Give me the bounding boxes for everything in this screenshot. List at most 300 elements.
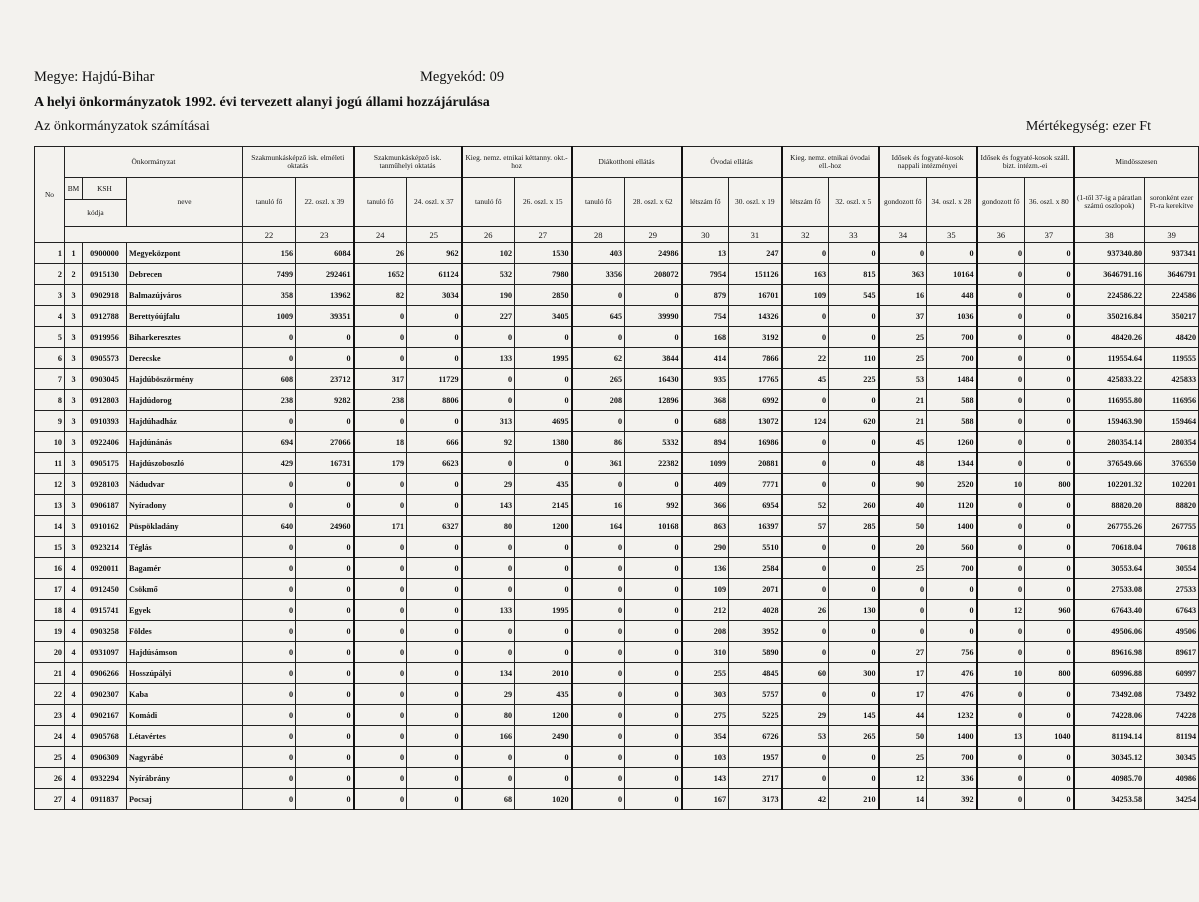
value-cell-col-29: 992 (625, 495, 682, 516)
value-cell-col-24: 26 (354, 243, 407, 264)
municipality-name-cell: Nyírábrány (127, 768, 243, 789)
col-number-29: 29 (625, 227, 682, 243)
value-cell-col-25: 0 (407, 495, 462, 516)
value-cell-col-31: 3952 (729, 621, 782, 642)
value-cell-col-30: 168 (682, 327, 729, 348)
value-cell-col-24: 0 (354, 600, 407, 621)
value-cell-col-38: 60996.88 (1074, 663, 1145, 684)
value-cell-col-30: 354 (682, 726, 729, 747)
value-cell-col-32: 0 (782, 768, 829, 789)
value-cell-col-26: 0 (462, 453, 515, 474)
value-cell-col-32: 0 (782, 537, 829, 558)
value-cell-col-27: 435 (515, 474, 572, 495)
table-row (35, 600, 1199, 621)
value-cell-col-32: 42 (782, 789, 829, 810)
subhead-38: (1-től 37-ig a páratlan számú oszlopok) (1074, 178, 1145, 227)
value-cell-col-37: 0 (1025, 621, 1074, 642)
value-cell-col-33: 0 (829, 243, 879, 264)
value-cell-col-27: 2010 (515, 663, 572, 684)
col-number-32: 32 (782, 227, 829, 243)
value-cell-col-24: 0 (354, 411, 407, 432)
value-cell-col-25: 0 (407, 579, 462, 600)
value-cell-col-34: 21 (879, 411, 927, 432)
subhead-34: gondozott fő (879, 178, 927, 227)
value-cell-col-24: 0 (354, 789, 407, 810)
value-cell-col-31: 2071 (729, 579, 782, 600)
table-row (35, 411, 1199, 432)
municipality-name-cell: Bagamér (127, 558, 243, 579)
value-cell-col-37: 0 (1025, 558, 1074, 579)
value-cell-col-31: 3173 (729, 789, 782, 810)
value-cell-col-31: 16397 (729, 516, 782, 537)
row-number-cell: 18 (35, 600, 65, 621)
municipality-name-cell: Hajdúdorog (127, 390, 243, 411)
col-number-28: 28 (572, 227, 625, 243)
col-number-24: 24 (354, 227, 407, 243)
subhead-22: tanuló fő (243, 178, 296, 227)
value-cell-col-24: 0 (354, 579, 407, 600)
value-cell-col-24: 82 (354, 285, 407, 306)
value-cell-col-33: 0 (829, 474, 879, 495)
value-cell-col-38: 74228.06 (1074, 705, 1145, 726)
bm-cell: 3 (65, 516, 83, 537)
value-cell-col-31: 3192 (729, 327, 782, 348)
value-cell-col-26: 29 (462, 474, 515, 495)
value-cell-col-38: 48420.26 (1074, 327, 1145, 348)
value-cell-col-25: 0 (407, 789, 462, 810)
value-cell-col-24: 0 (354, 768, 407, 789)
value-cell-col-23: 0 (296, 537, 354, 558)
ksh-cell: 0906266 (83, 663, 127, 684)
subhead-27: 26. oszl. x 15 (515, 178, 572, 227)
row-number-cell: 25 (35, 747, 65, 768)
row-number-cell: 10 (35, 432, 65, 453)
value-cell-col-30: 109 (682, 579, 729, 600)
municipality-name-cell: Létavértes (127, 726, 243, 747)
value-cell-col-33: 0 (829, 537, 879, 558)
value-cell-col-35: 700 (927, 327, 977, 348)
value-cell-col-30: 303 (682, 684, 729, 705)
table-row (35, 495, 1199, 516)
value-cell-col-25: 8806 (407, 390, 462, 411)
municipality-name-cell: Hajdúböszörmény (127, 369, 243, 390)
value-cell-col-27: 0 (515, 747, 572, 768)
value-cell-col-25: 0 (407, 663, 462, 684)
value-cell-col-32: 0 (782, 684, 829, 705)
value-cell-col-35: 476 (927, 684, 977, 705)
value-cell-col-30: 879 (682, 285, 729, 306)
value-cell-col-36: 0 (977, 348, 1025, 369)
value-cell-col-28: 0 (572, 789, 625, 810)
value-cell-col-33: 620 (829, 411, 879, 432)
bm-cell: 3 (65, 348, 83, 369)
value-cell-col-28: 265 (572, 369, 625, 390)
value-cell-col-22: 358 (243, 285, 296, 306)
subhead-36: gondozott fő (977, 178, 1025, 227)
value-cell-col-30: 935 (682, 369, 729, 390)
table-row (35, 474, 1199, 495)
value-cell-col-39: 60997 (1145, 663, 1199, 684)
row-number-cell: 23 (35, 705, 65, 726)
value-cell-col-39: 119555 (1145, 348, 1199, 369)
value-cell-col-37: 0 (1025, 684, 1074, 705)
kodja-header: kódja (65, 200, 127, 227)
bm-cell: 4 (65, 621, 83, 642)
value-cell-col-28: 0 (572, 558, 625, 579)
value-cell-col-34: 12 (879, 768, 927, 789)
row-number-cell: 21 (35, 663, 65, 684)
value-cell-col-25: 0 (407, 747, 462, 768)
value-cell-col-33: 0 (829, 684, 879, 705)
value-cell-col-24: 238 (354, 390, 407, 411)
value-cell-col-34: 0 (879, 243, 927, 264)
value-cell-col-22: 0 (243, 579, 296, 600)
unit-label: Mértékegység: ezer Ft (1025, 119, 1151, 134)
value-cell-col-36: 12 (977, 600, 1025, 621)
value-cell-col-25: 0 (407, 348, 462, 369)
table-row (35, 327, 1199, 348)
row-number-cell: 13 (35, 495, 65, 516)
table-row (35, 537, 1199, 558)
value-cell-col-23: 9282 (296, 390, 354, 411)
municipality-name-cell: Hajdúnánás (127, 432, 243, 453)
ksh-cell: 0902918 (83, 285, 127, 306)
value-cell-col-24: 0 (354, 327, 407, 348)
value-cell-col-34: 363 (879, 264, 927, 285)
value-cell-col-22: 0 (243, 621, 296, 642)
value-cell-col-25: 0 (407, 768, 462, 789)
value-cell-col-22: 0 (243, 600, 296, 621)
value-cell-col-35: 1400 (927, 726, 977, 747)
municipality-name-cell: Hajdúszoboszló (127, 453, 243, 474)
value-cell-col-32: 0 (782, 327, 829, 348)
value-cell-col-25: 0 (407, 600, 462, 621)
value-cell-col-39: 88820 (1145, 495, 1199, 516)
value-cell-col-34: 45 (879, 432, 927, 453)
ksh-cell: 0902307 (83, 684, 127, 705)
value-cell-col-35: 0 (927, 621, 977, 642)
value-cell-col-38: 159463.90 (1074, 411, 1145, 432)
municipality-name-cell: Nagyrábé (127, 747, 243, 768)
value-cell-col-25: 962 (407, 243, 462, 264)
table-row (35, 558, 1199, 579)
value-cell-col-36: 0 (977, 243, 1025, 264)
ksh-cell: 0920011 (83, 558, 127, 579)
col-number-39: 39 (1145, 227, 1199, 243)
municipality-name-cell: Biharkeresztes (127, 327, 243, 348)
value-cell-col-34: 50 (879, 516, 927, 537)
value-cell-col-39: 376550 (1145, 453, 1199, 474)
value-cell-col-27: 1200 (515, 705, 572, 726)
value-cell-col-35: 588 (927, 411, 977, 432)
value-cell-col-24: 0 (354, 621, 407, 642)
value-cell-col-25: 6327 (407, 516, 462, 537)
value-cell-col-29: 0 (625, 558, 682, 579)
value-cell-col-29: 12896 (625, 390, 682, 411)
row-number-cell: 4 (35, 306, 65, 327)
value-cell-col-28: 16 (572, 495, 625, 516)
value-cell-col-31: 1957 (729, 747, 782, 768)
row-number-cell: 17 (35, 579, 65, 600)
value-cell-col-30: 13 (682, 243, 729, 264)
bm-cell: 3 (65, 327, 83, 348)
municipality-name-cell: Hosszúpályi (127, 663, 243, 684)
value-cell-col-30: 366 (682, 495, 729, 516)
value-cell-col-22: 0 (243, 558, 296, 579)
value-cell-col-26: 190 (462, 285, 515, 306)
bm-cell: 4 (65, 642, 83, 663)
value-cell-col-39: 27533 (1145, 579, 1199, 600)
value-cell-col-37: 0 (1025, 768, 1074, 789)
col-number-38: 38 (1074, 227, 1145, 243)
value-cell-col-25: 0 (407, 684, 462, 705)
value-cell-col-33: 210 (829, 789, 879, 810)
row-number-cell: 7 (35, 369, 65, 390)
value-cell-col-22: 0 (243, 642, 296, 663)
bm-cell: 1 (65, 243, 83, 264)
value-cell-col-30: 208 (682, 621, 729, 642)
value-cell-col-34: 25 (879, 348, 927, 369)
value-cell-col-24: 0 (354, 705, 407, 726)
value-cell-col-37: 0 (1025, 285, 1074, 306)
value-cell-col-23: 0 (296, 327, 354, 348)
value-cell-col-24: 0 (354, 726, 407, 747)
value-cell-col-35: 700 (927, 747, 977, 768)
table-row (35, 516, 1199, 537)
value-cell-col-37: 0 (1025, 348, 1074, 369)
value-cell-col-30: 368 (682, 390, 729, 411)
value-cell-col-37: 0 (1025, 705, 1074, 726)
value-cell-col-30: 310 (682, 642, 729, 663)
value-cell-col-25: 11729 (407, 369, 462, 390)
value-cell-col-32: 45 (782, 369, 829, 390)
value-cell-col-31: 6992 (729, 390, 782, 411)
value-cell-col-34: 17 (879, 684, 927, 705)
value-cell-col-39: 40986 (1145, 768, 1199, 789)
subhead-23: 22. oszl. x 39 (296, 178, 354, 227)
value-cell-col-35: 0 (927, 579, 977, 600)
value-cell-col-27: 0 (515, 768, 572, 789)
table-row (35, 264, 1199, 285)
value-cell-col-33: 0 (829, 327, 879, 348)
col-number-37: 37 (1025, 227, 1074, 243)
value-cell-col-39: 267755 (1145, 516, 1199, 537)
value-cell-col-34: 27 (879, 642, 927, 663)
value-cell-col-38: 376549.66 (1074, 453, 1145, 474)
col-number-35: 35 (927, 227, 977, 243)
value-cell-col-33: 260 (829, 495, 879, 516)
municipality-name-cell: Téglás (127, 537, 243, 558)
value-cell-col-28: 0 (572, 579, 625, 600)
value-cell-col-28: 0 (572, 537, 625, 558)
value-cell-col-37: 0 (1025, 516, 1074, 537)
value-cell-col-27: 0 (515, 390, 572, 411)
bm-cell: 3 (65, 285, 83, 306)
value-cell-col-31: 151126 (729, 264, 782, 285)
row-number-cell: 15 (35, 537, 65, 558)
value-cell-col-28: 0 (572, 285, 625, 306)
value-cell-col-23: 24960 (296, 516, 354, 537)
onkormanyzat-header: Önkormányzat (65, 147, 243, 178)
ksh-cell: 0902167 (83, 705, 127, 726)
value-cell-col-32: 60 (782, 663, 829, 684)
subhead-26: tanuló fő (462, 178, 515, 227)
table-row (35, 285, 1199, 306)
value-cell-col-39: 34254 (1145, 789, 1199, 810)
value-cell-col-30: 7954 (682, 264, 729, 285)
ksh-cell: 0912450 (83, 579, 127, 600)
value-cell-col-38: 49506.06 (1074, 621, 1145, 642)
value-cell-col-36: 0 (977, 411, 1025, 432)
row-number-cell: 14 (35, 516, 65, 537)
value-cell-col-33: 0 (829, 621, 879, 642)
value-cell-col-38: 40985.70 (1074, 768, 1145, 789)
value-cell-col-31: 6954 (729, 495, 782, 516)
ksh-cell: 0900000 (83, 243, 127, 264)
value-cell-col-29: 0 (625, 579, 682, 600)
value-cell-col-37: 0 (1025, 453, 1074, 474)
value-cell-col-24: 0 (354, 537, 407, 558)
value-cell-col-35: 10164 (927, 264, 977, 285)
ksh-cell: 0932294 (83, 768, 127, 789)
value-cell-col-26: 227 (462, 306, 515, 327)
value-cell-col-39: 48420 (1145, 327, 1199, 348)
value-cell-col-32: 26 (782, 600, 829, 621)
value-cell-col-34: 20 (879, 537, 927, 558)
value-cell-col-31: 5890 (729, 642, 782, 663)
value-cell-col-30: 688 (682, 411, 729, 432)
bm-cell: 4 (65, 705, 83, 726)
value-cell-col-38: 81194.14 (1074, 726, 1145, 747)
value-cell-col-35: 448 (927, 285, 977, 306)
value-cell-col-38: 116955.80 (1074, 390, 1145, 411)
value-cell-col-24: 0 (354, 663, 407, 684)
bm-cell: 4 (65, 684, 83, 705)
municipality-name-cell: Hajdúhadház (127, 411, 243, 432)
value-cell-col-37: 0 (1025, 327, 1074, 348)
contribution-table (34, 146, 1199, 810)
value-cell-col-31: 4028 (729, 600, 782, 621)
value-cell-col-38: 119554.64 (1074, 348, 1145, 369)
value-cell-col-28: 0 (572, 705, 625, 726)
value-cell-col-31: 247 (729, 243, 782, 264)
value-cell-col-35: 336 (927, 768, 977, 789)
value-cell-col-33: 0 (829, 453, 879, 474)
value-cell-col-27: 1380 (515, 432, 572, 453)
value-cell-col-39: 350217 (1145, 306, 1199, 327)
bm-cell: 3 (65, 369, 83, 390)
value-cell-col-24: 171 (354, 516, 407, 537)
value-cell-col-39: 30345 (1145, 747, 1199, 768)
value-cell-col-35: 700 (927, 558, 977, 579)
value-cell-col-29: 0 (625, 537, 682, 558)
value-cell-col-38: 425833.22 (1074, 369, 1145, 390)
row-number-cell: 3 (35, 285, 65, 306)
ksh-cell: 0931097 (83, 642, 127, 663)
municipality-name-cell: Berettyóújfalu (127, 306, 243, 327)
table-row (35, 453, 1199, 474)
value-cell-col-30: 136 (682, 558, 729, 579)
value-cell-col-27: 1995 (515, 348, 572, 369)
value-cell-col-29: 0 (625, 684, 682, 705)
subhead-29: 28. oszl. x 62 (625, 178, 682, 227)
value-cell-col-32: 0 (782, 474, 829, 495)
value-cell-col-23: 0 (296, 747, 354, 768)
value-cell-col-33: 265 (829, 726, 879, 747)
value-cell-col-36: 0 (977, 579, 1025, 600)
value-cell-col-35: 588 (927, 390, 977, 411)
municipality-name-cell: Nádudvar (127, 474, 243, 495)
value-cell-col-29: 0 (625, 621, 682, 642)
municipality-name-cell: Debrecen (127, 264, 243, 285)
value-cell-col-39: 30554 (1145, 558, 1199, 579)
subhead-30: létszám fő (682, 178, 729, 227)
value-cell-col-31: 5757 (729, 684, 782, 705)
value-cell-col-34: 0 (879, 579, 927, 600)
value-cell-col-32: 22 (782, 348, 829, 369)
value-cell-col-23: 23712 (296, 369, 354, 390)
value-cell-col-35: 392 (927, 789, 977, 810)
value-cell-col-34: 37 (879, 306, 927, 327)
bm-cell: 4 (65, 747, 83, 768)
value-cell-col-32: 0 (782, 579, 829, 600)
value-cell-col-26: 80 (462, 516, 515, 537)
ksh-cell: 0905573 (83, 348, 127, 369)
value-cell-col-25: 0 (407, 642, 462, 663)
value-cell-col-39: 81194 (1145, 726, 1199, 747)
value-cell-col-24: 0 (354, 747, 407, 768)
value-cell-col-39: 89617 (1145, 642, 1199, 663)
bm-cell: 4 (65, 558, 83, 579)
value-cell-col-39: 73492 (1145, 684, 1199, 705)
value-cell-col-23: 0 (296, 684, 354, 705)
value-cell-col-39: 74228 (1145, 705, 1199, 726)
value-cell-col-39: 49506 (1145, 621, 1199, 642)
col-number-25: 25 (407, 227, 462, 243)
value-cell-col-38: 3646791.16 (1074, 264, 1145, 285)
ksh-cell: 0905175 (83, 453, 127, 474)
value-cell-col-31: 7866 (729, 348, 782, 369)
value-cell-col-37: 0 (1025, 432, 1074, 453)
value-cell-col-36: 0 (977, 684, 1025, 705)
value-cell-col-30: 863 (682, 516, 729, 537)
row-number-cell: 2 (35, 264, 65, 285)
value-cell-col-22: 0 (243, 537, 296, 558)
value-cell-col-23: 0 (296, 558, 354, 579)
value-cell-col-28: 3356 (572, 264, 625, 285)
value-cell-col-38: 89616.98 (1074, 642, 1145, 663)
bm-cell: 3 (65, 495, 83, 516)
group-header-5: Óvodai ellátás (682, 147, 782, 178)
value-cell-col-29: 0 (625, 726, 682, 747)
value-cell-col-29: 0 (625, 768, 682, 789)
value-cell-col-25: 0 (407, 705, 462, 726)
value-cell-col-29: 22382 (625, 453, 682, 474)
value-cell-col-26: 143 (462, 495, 515, 516)
value-cell-col-36: 0 (977, 516, 1025, 537)
value-cell-col-34: 25 (879, 747, 927, 768)
value-cell-col-28: 0 (572, 327, 625, 348)
value-cell-col-30: 409 (682, 474, 729, 495)
value-cell-col-38: 937340.80 (1074, 243, 1145, 264)
value-cell-col-22: 0 (243, 768, 296, 789)
value-cell-col-37: 1040 (1025, 726, 1074, 747)
value-cell-col-23: 0 (296, 411, 354, 432)
value-cell-col-26: 0 (462, 621, 515, 642)
bm-cell: 4 (65, 663, 83, 684)
value-cell-col-38: 30553.64 (1074, 558, 1145, 579)
page-subtitle: Az önkormányzatok számításai (34, 119, 210, 134)
